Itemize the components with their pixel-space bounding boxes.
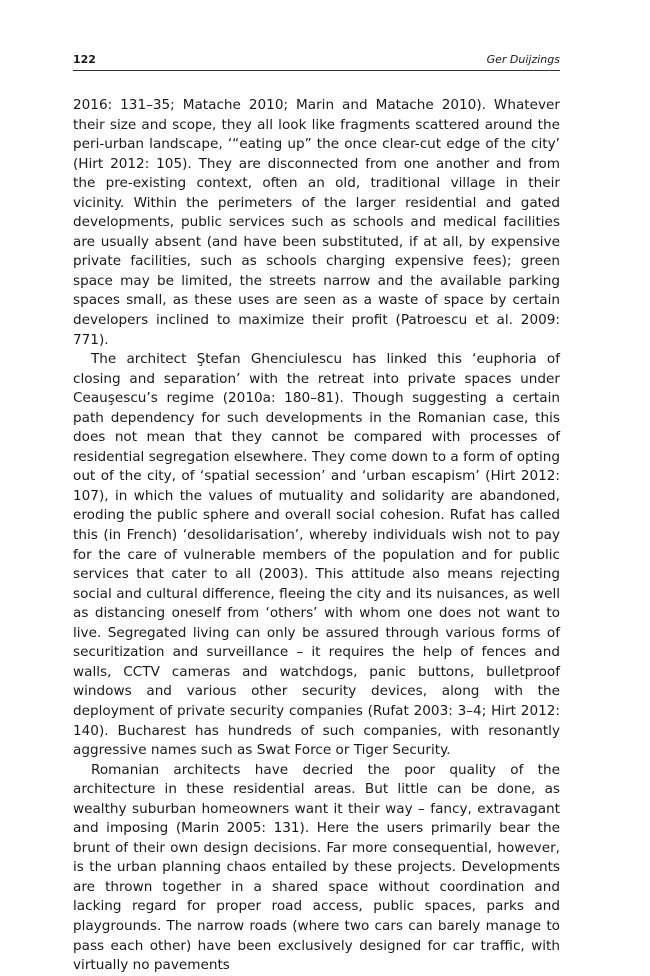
running-head [73, 51, 560, 69]
paragraph-1: 2016: 131–35; Matache 2010; Marin and Matache 2010). Whatever their size and scope, they all look like fragments scattered around the peri-urban landscape, ‘“eating up” the once clear-cut edge of the city’ (Hirt 2012: 105). They are disconnected from one another and from the pre-existing context, often an old, traditional village in their vicinity. Within the perimeters of the larger residential and gated developments, public services such as schools and medical facilities are usually absent (and have been substituted, if at all, by expensive private facilities, such as schools charging expensive fees); green space may be limited, the streets narrow and the available parking spaces small, as these uses are seen as a waste of space by certain developers inclined to maximize their profit (Patroescu et al. 2009: 771). [73, 97, 560, 348]
body-text [73, 96, 560, 976]
paragraph-2: The architect Ştefan Ghenciulescu has linked this ‘euphoria of closing and separation’ with the retreat into private spaces under Ceauşescu’s regime (2010a: 180–81). Though suggesting a certain path dependency for such developments in the Romanian case, this does not mean that they cannot be compared with processes of residential segregation elsewhere. They come down to a form of opting out of the city, of ‘spatial secession’ and ‘urban escapism’ (Hirt 2012: 107), in which the values of mutuality and solidarity are abandoned, eroding the public sphere and overall social cohesion. Rufat has called this (in French) ‘desolidarisation’, whereby individuals wish not to pay for the care of vulnerable members of the population and for public services that cater to all (2003). This attitude also means rejecting social and cultural difference, fleeing the city and its nuisances, as well as distancing oneself from ‘others’ with whom one does not want to live. Segregated living can only be assured through various forms of securitization and surveillance – it requires the help of fences and walls, CCTV cameras and watchdogs, panic buttons, bulletproof windows and various other security devices, along with the deployment of private security companies (Rufat 2003: 3–4; Hirt 2012: 140). Bucharest has hundreds of such companies, with resonantly aggressive names such as Swat Force or Tiger Security. [73, 351, 560, 759]
header-rule [73, 70, 560, 71]
page-number: 122 [73, 53, 96, 66]
paragraph-3: Romanian architects have decried the poor quality of the architecture in these residential areas. But little can be done, as wealthy suburban homeowners want it their way – fancy, extravagant and imposing (Marin 2005: 131). Here the users primarily bear the brunt of their own design decisions. Far more consequential, however, is the urban planning chaos entailed by these projects. Developments are thrown together in a shared space without coordination and lacking regard for proper road access, public spaces, parks and playgrounds. The narrow roads (where two cars can barely manage to pass each other) have been exclusively designed for car traffic, with virtually no pavements [73, 761, 560, 974]
running-head-author: Ger Duijzings [486, 53, 560, 66]
